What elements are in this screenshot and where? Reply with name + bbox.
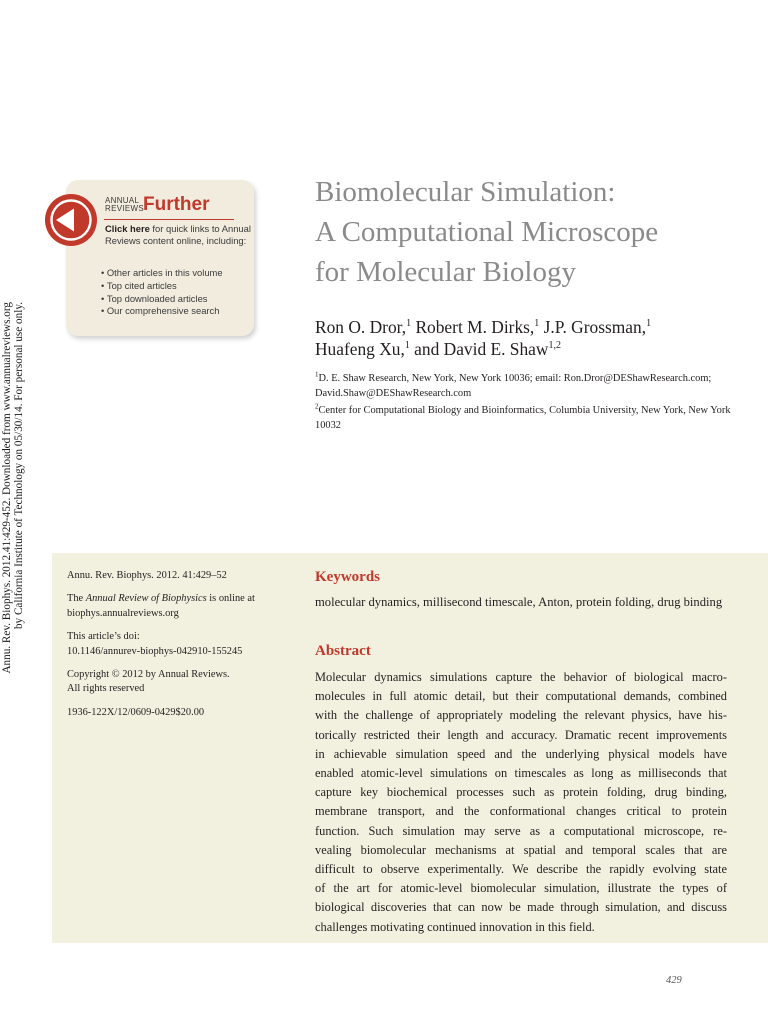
quick-link-search[interactable]: • Our comprehensive search [101,305,223,318]
abstract-line: enabled atomic-level simulations on timescales as long as milliseconds that [315,766,727,781]
quick-link-top-downloaded[interactable]: • Top downloaded articles [101,293,223,306]
abstract-line: biological discoveries that can now be made through simulation, and discuss [315,900,727,915]
title-line-3: for Molecular Biology [315,256,576,288]
article-metadata [67,569,277,729]
copyright-block: Copyright © 2012 by Annual Reviews. All rights reserved [67,669,230,695]
download-notice [0,302,38,722]
affiliation-2: $^2$Center for Computational Biology and Bioinformatics, Columbia University, New York, New York 10032 [315,402,731,431]
abstract-line: challenges motivating continued innovation in this field. [315,919,595,934]
keywords-heading: Keywords [315,569,380,585]
abstract-line: torically restricted their length and accuracy. Dramatic recent improvements [315,727,727,742]
download-notice-line-2: by California Institute of Technology on 05/30/14. For personal use only. [13,302,25,630]
online-notice: The Annual Review of Biophysics is online at biophys.annualreviews.org [67,593,255,619]
abstract-line: in achievable simulation speed and the underlying physical models have [315,746,727,761]
abstract-line: Molecular dynamics simulations capture the behavior of biological macro- [315,670,727,684]
abstract-line: with the challenge of appropriately modeling the relevant physics, have his- [315,708,727,723]
affiliation-1: $^1$D. E. Shaw Research, New York, New York 10036; email: Ron.Dror@DEShawResearch.com; David.Shaw@DEShawResearch.com [315,370,712,399]
citation: Annu. Rev. Biophys. 2012. 41:429–52 [67,570,227,581]
click-here-text: Click here for quick links to Annual Reviews content online, including: [105,223,251,247]
abstract-line: molecules in full atomic detail, but their computational demands, combined [315,689,727,704]
click-here-link[interactable]: Click here [105,223,150,234]
back-arrow-icon[interactable] [43,192,99,248]
page-number: 429 [666,975,682,986]
title-line-2: A Computational Microscope [315,216,659,248]
download-notice-line-1: Annu. Rev. Biophys. 2012.41:429-452. Downloaded from www.annualreviews.org [1,302,13,674]
doi-block: This article’s doi: 10.1146/annurev-biophys-042910-155245 [67,631,243,657]
annual-reviews-logo: ANNUAL REVIEWS [105,196,144,213]
author-list [315,316,651,360]
title-line-1: Biomolecular Simulation: [315,176,616,208]
quick-link-other-articles[interactable]: • Other articles in this volume [101,267,223,280]
abstract-text [315,668,727,937]
abstract-line: difficult to observe experimentally. We describe the rapidly evolving state [315,862,727,877]
abstract-line: function. Such simulation may serve as a computational microscope, re- [315,823,727,838]
authors-line-1: Ron O. Dror,$^1$ Robert M. Dirks,$^1$ J.P. Grossman,$^1$ [315,317,652,337]
quick-links-list [101,267,223,318]
issn: 1936-122X/12/0609-0429$20.00 [67,706,205,718]
abstract-line: membrane transport, and the conformational changes critical to protein [315,804,727,819]
affiliations [315,371,755,435]
keywords-text: molecular dynamics, millisecond timescale, Anton, protein folding, drug binding [315,595,723,609]
abstract-line: vealing biomolecular mechanisms at spatial and temporal scales that are [315,842,727,857]
authors-line-2: Huafeng Xu,$^1$ and David E. Shaw$^{1,2}$ [315,339,561,359]
doi-link[interactable]: 10.1146/annurev-biophys-042910-155245 [67,645,243,657]
abstract-heading: Abstract [315,643,371,659]
further-divider [104,219,234,220]
abstract-line: of the art for atomic-level biomolecular simulation, illustrate the types of [315,881,727,896]
abstract-line: capture key biochemical processes such as protein folding, drug binding, [315,785,727,800]
further-title: Further [143,194,210,215]
quick-link-top-cited[interactable]: • Top cited articles [101,280,223,293]
article-title [315,172,658,292]
